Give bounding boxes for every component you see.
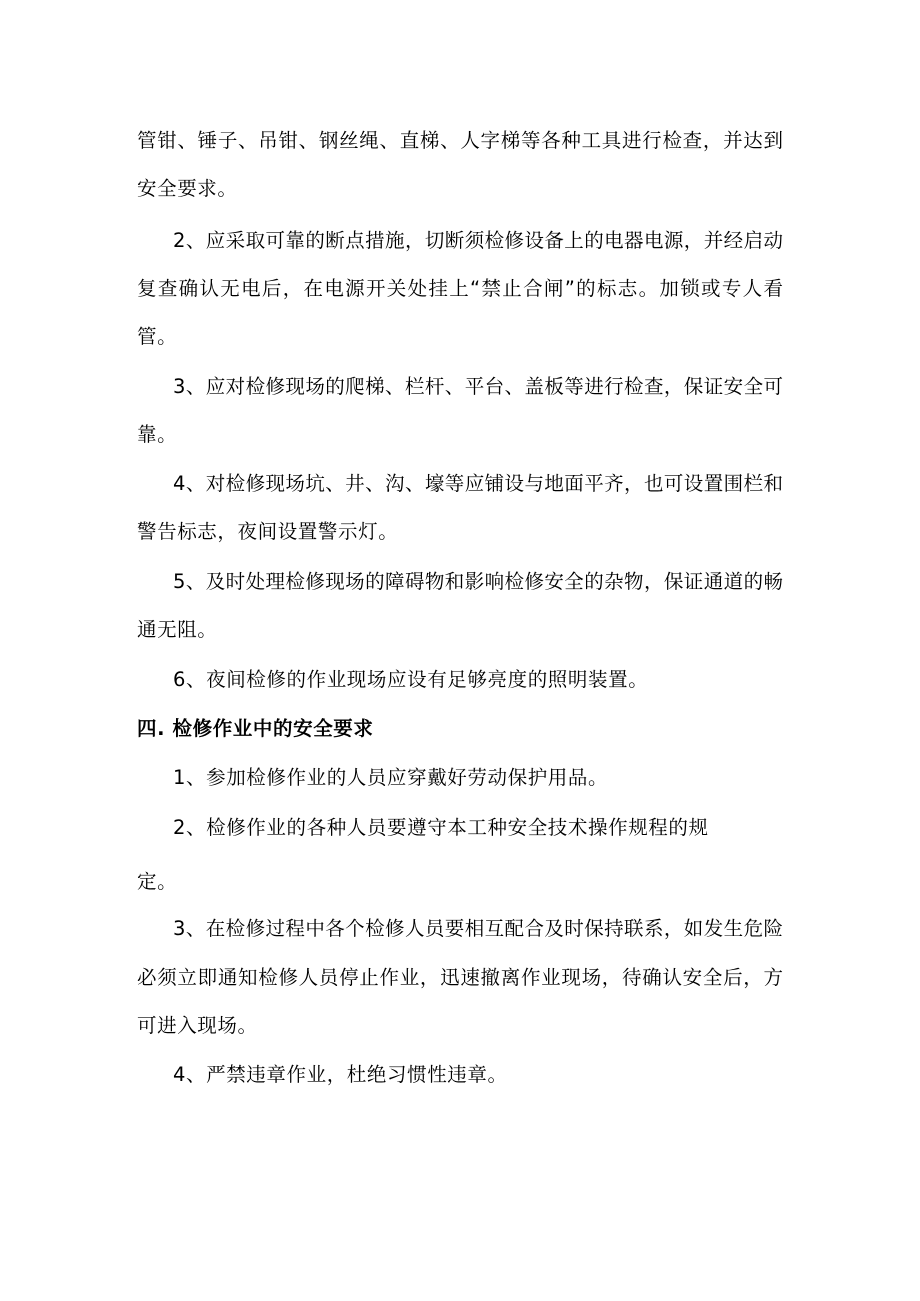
paragraph-line: 通无阻。 bbox=[137, 618, 218, 641]
paragraph-line: 1、参加检修作业的人员应穿戴好劳动保护用品。 bbox=[173, 766, 609, 789]
paragraph-line: 2、应采取可靠的断点措施，切断须检修设备上的电器电源，并经启动 bbox=[173, 229, 783, 252]
paragraph-line: 3、在检修过程中各个检修人员要相互配合及时保持联系，如发生危险 bbox=[173, 917, 783, 940]
paragraph-line: 复查确认无电后，在电源开关处挂上“禁止合闸”的标志。加锁或专人看 bbox=[137, 277, 783, 300]
paragraph-line: 必须立即通知检修人员停止作业，迅速撤离作业现场，待确认安全后，方 bbox=[137, 966, 783, 989]
paragraph-line: 4、严禁违章作业，杜绝习惯性违章。 bbox=[173, 1063, 508, 1086]
paragraph-line: 安全要求。 bbox=[137, 177, 238, 200]
paragraph-line: 靠。 bbox=[137, 423, 178, 446]
paragraph-line: 管钳、锤子、吊钳、钢丝绳、直梯、人字梯等各种工具进行检查，并达到 bbox=[137, 129, 783, 152]
paragraph-line: 6、夜间检修的作业现场应设有足够亮度的照明装置。 bbox=[173, 668, 649, 691]
paragraph-line: 4、对检修现场坑、井、沟、壕等应铺设与地面平齐，也可设置围栏和 bbox=[173, 472, 783, 495]
paragraph-line: 5、及时处理检修现场的障碍物和影响检修安全的杂物，保证通道的畅 bbox=[173, 570, 783, 593]
paragraph-line: 管。 bbox=[137, 325, 178, 348]
section-heading: 四. 检修作业中的安全要求 bbox=[137, 717, 374, 740]
paragraph-line: 2、检修作业的各种人员要遵守本工种安全技术操作规程的规 bbox=[173, 816, 709, 839]
paragraph-line: 3、应对检修现场的爬梯、栏杆、平台、盖板等进行检查，保证安全可 bbox=[173, 375, 783, 398]
paragraph-line: 警告标志，夜间设置警示灯。 bbox=[137, 520, 399, 543]
paragraph-line: 可进入现场。 bbox=[137, 1014, 258, 1037]
paragraph-line: 定。 bbox=[137, 870, 178, 893]
